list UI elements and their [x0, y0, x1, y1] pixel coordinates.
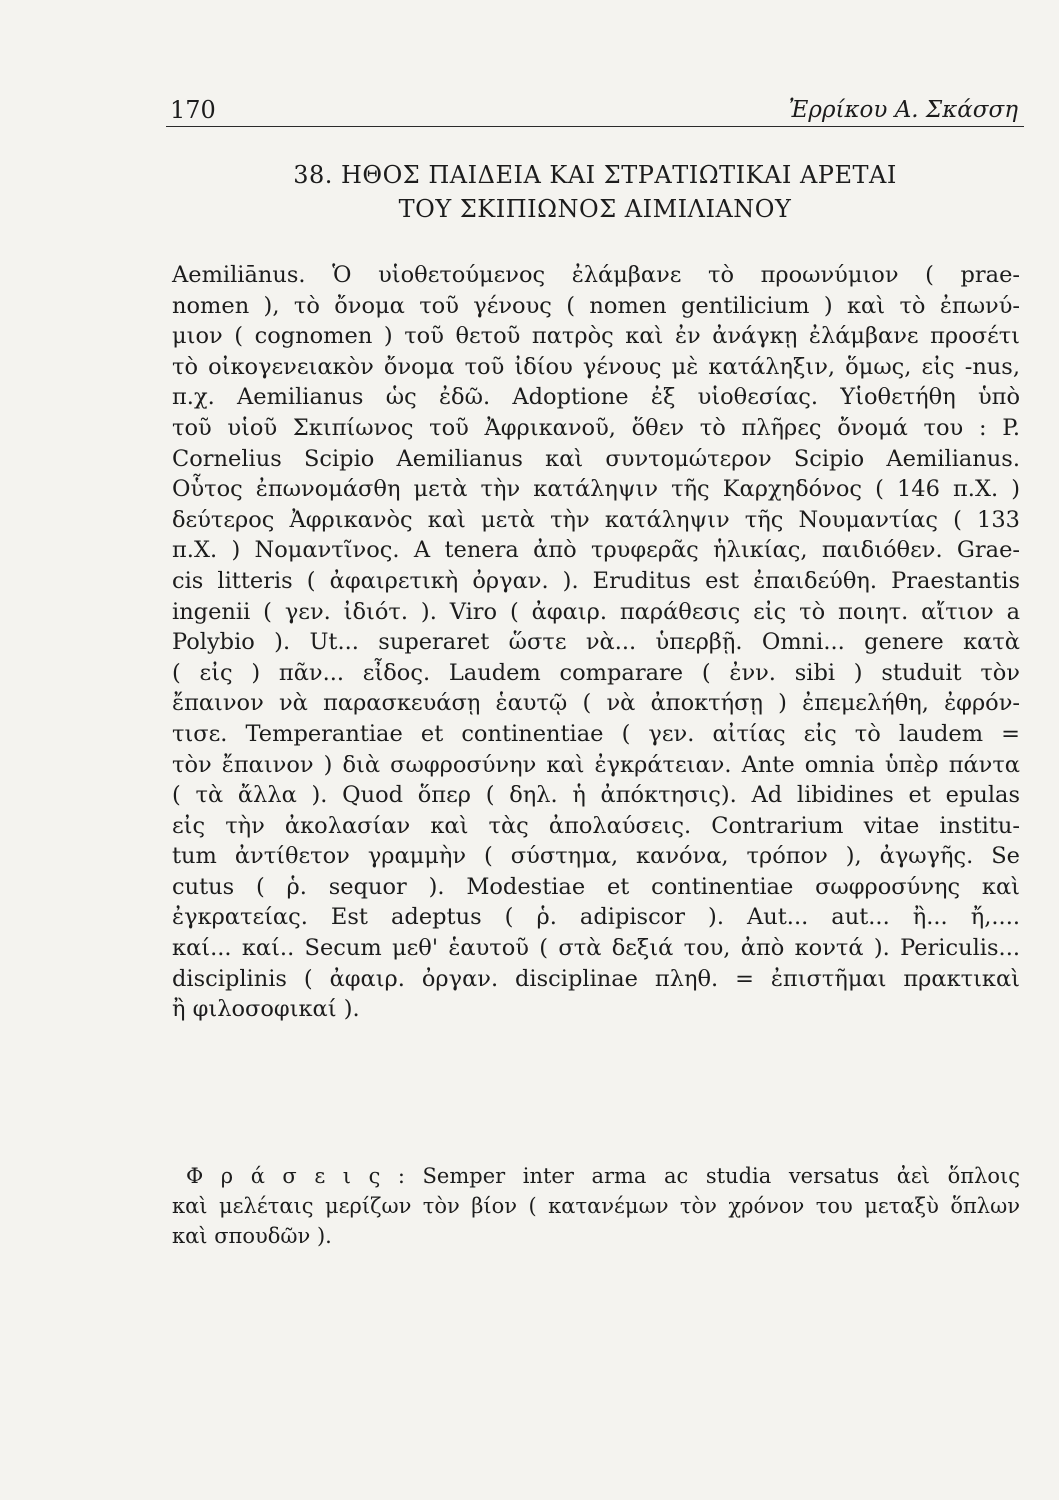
- body-line: cis litteris ( ἀφαιρετικὴ ὀργαν. ). Eruditus est ἐπαιδεύθη. Praestantis: [172, 567, 1020, 594]
- phrases-line: καὶ μελέταις μερίζων τὸν βίον ( κατανέμων τὸν χρόνον του μεταξὺ ὅπλων: [172, 1194, 1020, 1218]
- body-line: ἔπαινον νὰ παρασκευάσῃ ἑαυτῷ ( νὰ ἀποκτήσῃ ) ἐπεμελήθη, ἐφρόν-: [172, 690, 1020, 717]
- phrases-line: καὶ σπουδῶν ).: [172, 1224, 332, 1248]
- body-line: ἐγκρατείας. Est adeptus ( ῥ. adipiscor ). Aut... aut... ἢ... ἤ,....: [172, 904, 1020, 931]
- chapter-title: [166, 158, 1024, 226]
- body-line: ingenii ( γεν. ἰδιότ. ). Viro ( ἀφαιρ. παράθεσις εἰς τὸ ποιητ. αἴτιον a: [172, 598, 1020, 625]
- body-line: disciplinis ( ἀφαιρ. ὀργαν. disciplinae πληθ. = ἐπιστῆμαι πρακτικαὶ: [172, 965, 1020, 992]
- body-line: π.χ. Aemilianus ὡς ἐδῶ. Adoptione ἐξ υἱοθεσίας. Υἱοθετήθη ὑπὸ: [172, 384, 1020, 411]
- body-line: ( εἰς ) πᾶν... εἶδος. Laudem comparare ( ἐνν. sibi ) studuit τὸν: [172, 659, 1020, 686]
- body-line: μιον ( cognomen ) τοῦ θετοῦ πατρὸς καὶ ἐν ἀνάγκῃ ἐλάμβανε προσέτι: [172, 323, 1020, 350]
- body-line: cutus ( ῥ. sequor ). Modestiae et continentiae σωφροσύνης καὶ: [172, 873, 1020, 900]
- body-line: τισε. Temperantiae et continentiae ( γεν. αἰτίας εἰς τὸ laudem =: [172, 720, 1020, 747]
- body-line: τὸν ἔπαινον ) διὰ σωφροσύνην καὶ ἐγκράτειαν. Ante omnia ὑπὲρ πάντα: [172, 751, 1020, 778]
- chapter-title-line-1: 38. ΗΘΟΣ ΠΑΙΔΕΙΑ ΚΑΙ ΣΤΡΑΤΙΩΤΙΚΑΙ ΑΡΕΤΑΙ: [293, 161, 897, 189]
- phrases-line: Φ ρ ά σ ε ι ς : Semper inter arma ac studia versatus ἀεὶ ὅπλοις: [186, 1164, 1020, 1188]
- body-line: nomen ), τὸ ὄνομα τοῦ γένους ( nomen gentilicium ) καὶ τὸ ἐπωνύ-: [172, 292, 1020, 319]
- body-line: τοῦ υἱοῦ Σκιπίωνος τοῦ Ἀφρικανοῦ, ὅθεν τὸ πλῆρες ὄνομά του : P.: [172, 414, 1020, 441]
- running-header: [166, 96, 1024, 127]
- body-line: Οὗτος ἐπωνομάσθη μετὰ τὴν κατάληψιν τῆς Καρχηδόνος ( 146 π.Χ. ): [172, 476, 1020, 503]
- body-line: Aemiliānus. Ὁ υἱοθετούμενος ἐλάμβανε τὸ προωνύμιον ( prae-: [172, 262, 1020, 288]
- body-line: π.Χ. ) Νομαντῖνος. A tenera ἀπὸ τρυφερᾶς ἡλικίας, παιδιόθεν. Grae-: [172, 537, 1020, 564]
- body-line: ( τὰ ἄλλα ). Quod ὅπερ ( δηλ. ἡ ἀπόκτησις). Ad libidines et epulas: [172, 782, 1020, 809]
- body-line: Polybio ). Ut... superaret ὥστε νὰ... ὑπερβῇ. Omni... genere κατὰ: [172, 629, 1020, 656]
- phrases-section: [172, 1161, 1020, 1251]
- page-number: 170: [170, 96, 216, 124]
- body-line: καί... καί.. Secum μεθ' ἑαυτοῦ ( στὰ δεξιά του, ἀπὸ κοντά ). Periculis...: [172, 935, 1020, 962]
- body-line: ἢ φιλοσοφικαί ).: [172, 996, 360, 1023]
- body-line: τὸ οἰκογενειακὸν ὄνομα τοῦ ἰδίου γένους μὲ κατάληξιν, ὅμως, εἰς -nus,: [172, 353, 1020, 380]
- commentary-body: [172, 260, 1020, 1025]
- body-line: εἰς τὴν ἀκολασίαν καὶ τὰς ἀπολαύσεις. Contrarium vitae institu-: [172, 812, 1020, 839]
- body-line: δεύτερος Ἀφρικανὸς καὶ μετὰ τὴν κατάληψιν τῆς Νουμαντίας ( 133: [172, 506, 1020, 533]
- body-line: tum ἀντίθετον γραμμὴν ( σύστημα, κανόνα, τρόπον ), ἀγωγῆς. Se: [172, 843, 1020, 870]
- body-line: Cornelius Scipio Aemilianus καὶ συντομώτερον Scipio Aemilianus.: [172, 445, 1020, 472]
- chapter-title-line-2: ΤΟΥ ΣΚΙΠΙΩΝΟΣ ΑΙΜΙΛΙΑΝΟΥ: [398, 195, 792, 223]
- running-title: Ἐρρίκου Α. Σκάσση: [788, 97, 1018, 123]
